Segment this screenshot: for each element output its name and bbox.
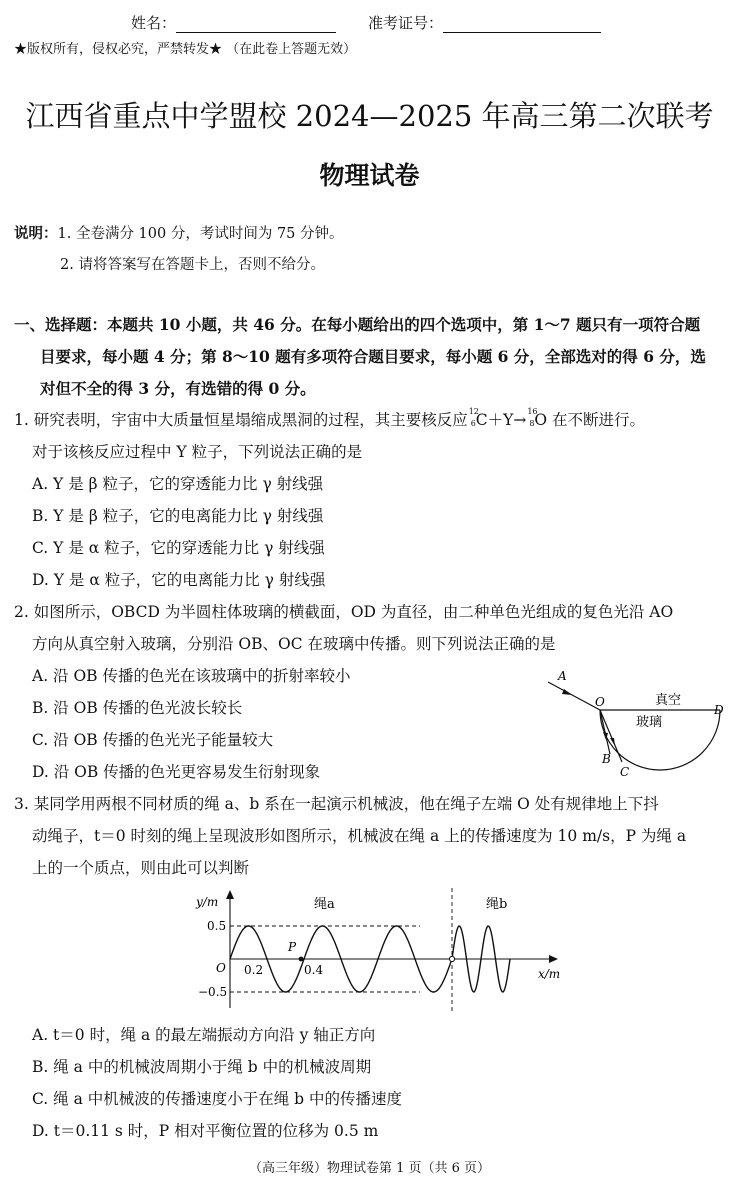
junction-point <box>449 956 454 961</box>
y-axis-arrow-icon <box>226 890 234 899</box>
label-origin: O <box>216 961 226 975</box>
label-d: D <box>714 703 724 717</box>
q2-option-a: A. 沿 OB 传播的色光在该玻璃中的折射率较小 <box>32 667 351 685</box>
label-rope-b: 绳b <box>486 897 508 912</box>
label-o: O <box>595 695 605 709</box>
label-glass: 玻璃 <box>636 715 663 730</box>
q2-option-d: D. 沿 OB 传播的色光更容易发生衍射现象 <box>32 763 321 781</box>
label-a: A <box>558 669 567 683</box>
q2-stem-line2: 方向从真空射入玻璃，分别沿 OB、OC 在玻璃中传播。则下列说法正确的是 <box>32 635 556 653</box>
page-subtitle: 物理试卷 <box>319 161 420 190</box>
q1-stem-line2: 对于该核反应过程中 Y 粒子，下列说法正确的是 <box>32 443 363 461</box>
label-rope-a: 绳a <box>314 897 335 912</box>
q3-wave-figure <box>190 886 570 1014</box>
q3-option-a: A. t＝0 时，绳 a 的最左端振动方向沿 y 轴正方向 <box>32 1026 376 1044</box>
name-blank <box>176 14 336 33</box>
section-heading-line3: 对但不全的得 3 分，有选错的得 0 分。 <box>40 379 316 398</box>
exam-number-label: 准考证号： <box>368 14 444 32</box>
instructions-line1: 说明：1. 全卷满分 100 分，考试时间为 75 分钟。 <box>14 225 344 242</box>
x-axis-arrow-icon <box>549 955 558 963</box>
q2-semicircle-figure <box>540 668 736 784</box>
name-field <box>131 12 336 33</box>
label-c: C <box>620 765 630 779</box>
q1-option-b: B. Y 是 β 粒子，它的电离能力比 γ 射线强 <box>32 507 324 525</box>
label-p: P <box>288 940 297 954</box>
tick-y-bottom: −0.5 <box>198 985 228 999</box>
q1-stem: 1. 研究表明，宇宙中大质量恒星塌缩成黑洞的过程，其主要核反应 12 6 C＋Y→ 16 8 O 在不断进行。 <box>14 407 645 429</box>
label-b: B <box>602 752 611 766</box>
tick-y-top: 0.5 <box>207 919 227 933</box>
instructions-line2: 2. 请将答案写在答题卡上，否则不给分。 <box>60 257 325 273</box>
tick-x-2: 0.4 <box>304 963 324 977</box>
instructions-label: 说明： <box>14 225 58 242</box>
q1-option-d: D. Y 是 α 粒子，它的电离能力比 γ 射线强 <box>32 571 326 589</box>
page-title: 江西省重点中学盟校 2024—2025 年高三第二次联考 <box>25 99 714 133</box>
point-p <box>299 957 304 962</box>
exam-number-blank <box>443 14 601 33</box>
incident-ray-ao <box>548 682 600 710</box>
q3-option-d: D. t＝0.11 s 时，P 相对平衡位置的位移为 0.5 m <box>32 1122 379 1140</box>
tick-x-1: 0.2 <box>244 963 264 977</box>
exam-number-field <box>368 12 601 33</box>
x-axis-label: x/m <box>538 967 561 981</box>
q3-stem-line2: 动绳子，t＝0 时刻的绳上呈现波形如图所示，机械波在绳 a 上的传播速度为 10 m/s，P 为绳 a <box>32 827 687 845</box>
y-axis-label: y/m <box>196 895 219 909</box>
label-vacuum: 真空 <box>655 693 682 708</box>
q3-stem-line3: 上的一个质点，则由此可以判断 <box>32 859 250 877</box>
q2-option-b: B. 沿 OB 传播的色光波长较长 <box>32 699 243 717</box>
q1-option-c: C. Y 是 α 粒子，它的穿透能力比 γ 射线强 <box>32 539 325 557</box>
q2-stem: 2. 如图所示，OBCD 为半圆柱体玻璃的横截面，OD 为直径，由二种单色光组成的复色光沿 AO <box>14 603 674 621</box>
q2-option-c: C. 沿 OB 传播的色光光子能量较大 <box>32 731 274 749</box>
page-footer: （高三年级）物理试卷第 1 页（共 6 页） <box>248 1161 491 1176</box>
oxygen-nucleus: 16 8 O <box>527 407 548 429</box>
copyright-notice: ★版权所有，侵权必究，严禁转发★ （在此卷上答题无效） <box>14 42 357 57</box>
section-heading: 一、选择题：本题共 10 小题，共 46 分。在每小题给出的四个选项中，第 1～7 题只有一项符合题 <box>14 315 701 334</box>
q3-option-b: B. 绳 a 中的机械波周期小于绳 b 中的机械波周期 <box>32 1058 372 1076</box>
q3-option-c: C. 绳 a 中机械波的传播速度小于在绳 b 中的传播速度 <box>32 1090 403 1108</box>
name-label: 姓名： <box>131 14 177 32</box>
q1-option-a: A. Y 是 β 粒子，它的穿透能力比 γ 射线强 <box>32 475 324 493</box>
q3-stem: 3. 某同学用两根不同材质的绳 a、b 系在一起演示机械波，他在绳子左端 O 处有规律地上下抖 <box>14 795 659 813</box>
section-heading-line2: 目要求，每小题 4 分；第 8～10 题有多项符合题目要求，每小题 6 分，全部选对的得 6 分，选 <box>40 347 706 366</box>
carbon-nucleus: 12 6 C <box>468 407 488 429</box>
ray-ob <box>600 710 610 754</box>
